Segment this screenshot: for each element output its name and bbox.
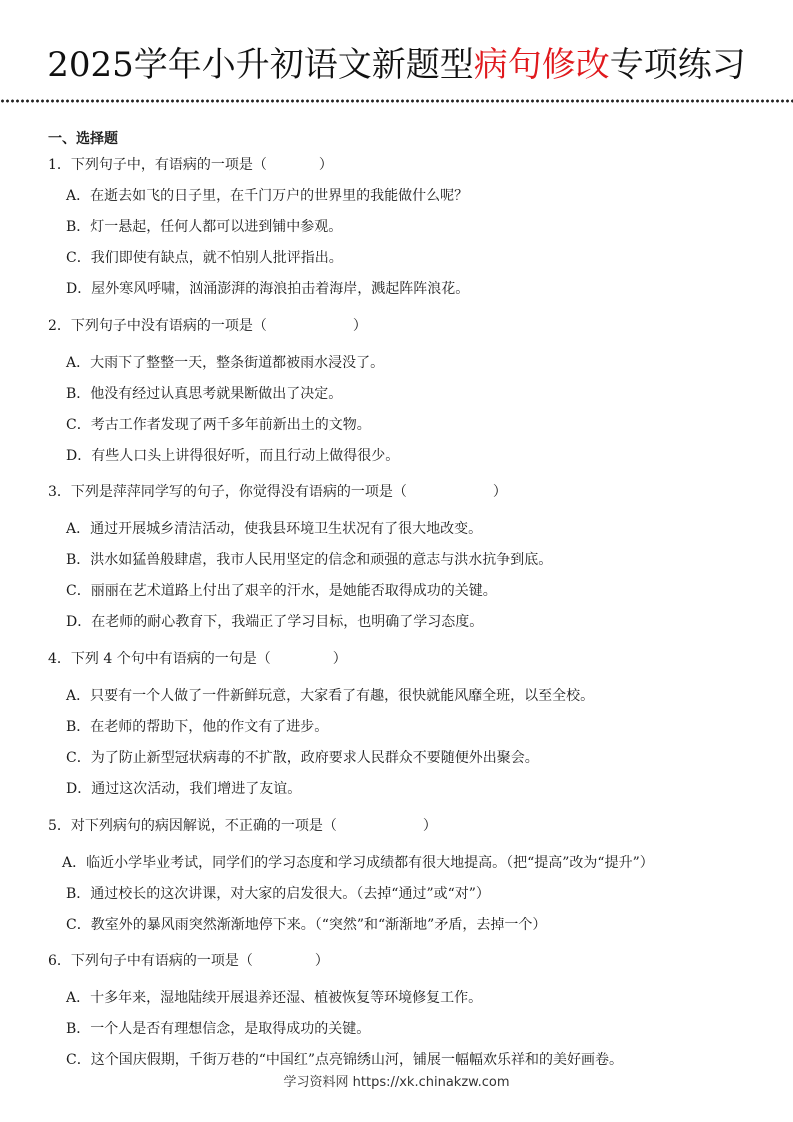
stem-close: ） bbox=[352, 318, 367, 334]
question-4 bbox=[48, 648, 768, 800]
options bbox=[48, 852, 768, 936]
option-b: B．灯一悬起，任何人都可以进到铺中参观。 bbox=[66, 219, 343, 235]
stem-text: 5．对下列病句的病因解说，不正确的一项是（ bbox=[48, 818, 337, 834]
options bbox=[48, 987, 768, 1071]
page-title bbox=[0, 40, 793, 90]
option-a: A．十多年来，湿地陆续开展退养还湿、植被恢复等环境修复工作。 bbox=[66, 990, 483, 1006]
footer-watermark: 学习资料网 https://xk.chinakzw.com bbox=[283, 1075, 510, 1090]
question-5 bbox=[48, 815, 768, 936]
option-c: C．这个国庆假期，千街万巷的“中国红”点亮锦绣山河，铺展一幅幅欢乐祥和的美好画卷。 bbox=[66, 1052, 624, 1068]
stem-close: ） bbox=[492, 484, 507, 500]
option-d: D．屋外寒风呼啸，汹涌澎湃的海浪拍击着海岸，溅起阵阵浪花。 bbox=[66, 281, 470, 297]
title-part2: 专项练习 bbox=[609, 45, 746, 85]
dotted-divider bbox=[0, 99, 793, 103]
section-heading: 一、选择题 bbox=[48, 131, 118, 147]
question-3 bbox=[48, 481, 768, 633]
option-c: C．丽丽在艺术道路上付出了艰辛的汗水，是她能否取得成功的关键。 bbox=[66, 583, 497, 599]
options bbox=[48, 352, 768, 467]
options bbox=[48, 685, 768, 800]
stem-text: 4．下列 4 个句中有语病的一句是（ bbox=[48, 651, 271, 667]
option-a: A．通过开展城乡清洁活动，使我县环境卫生状况有了很大地改变。 bbox=[66, 521, 483, 537]
question-stem bbox=[48, 154, 768, 176]
question-stem bbox=[48, 315, 768, 337]
question-stem bbox=[48, 815, 768, 837]
option-c: C．教室外的暴风雨突然渐渐地停下来。（“突然”和“渐渐地”矛盾，去掉一个） bbox=[66, 917, 547, 933]
option-b: B．通过校长的这次讲课，对大家的启发很大。（去掉“通过”或“对”） bbox=[66, 886, 490, 902]
options bbox=[48, 185, 768, 300]
option-b: B．他没有经过认真思考就果断做出了决定。 bbox=[66, 386, 343, 402]
option-b: B．洪水如猛兽般肆虐，我市人民用坚定的信念和顽强的意志与洪水抗争到底。 bbox=[66, 552, 553, 568]
option-a: A．大雨下了整整一天，整条街道都被雨水浸没了。 bbox=[66, 355, 385, 371]
question-2 bbox=[48, 315, 768, 467]
stem-text: 3．下列是萍萍同学写的句子，你觉得没有语病的一项是（ bbox=[48, 484, 407, 500]
stem-text: 2．下列句子中没有语病的一项是（ bbox=[48, 318, 267, 334]
option-a: A．在逝去如飞的日子里，在千门万户的世界里的我能做什么呢？ bbox=[66, 188, 469, 204]
question-6 bbox=[48, 950, 768, 1071]
title-part1: 2025学年小升初语文新题型 bbox=[47, 45, 474, 85]
question-1 bbox=[48, 154, 768, 300]
stem-close: ） bbox=[422, 818, 437, 834]
option-a: A．临近小学毕业考试，同学们的学习态度和学习成绩都有很大地提高。（把“提高”改为“提升”） bbox=[62, 855, 654, 871]
options bbox=[48, 518, 768, 633]
option-b: B．在老师的帮助下，他的作文有了进步。 bbox=[66, 719, 329, 735]
question-stem bbox=[48, 950, 768, 972]
stem-text: 1．下列句子中，有语病的一项是（ bbox=[48, 157, 267, 173]
option-d: D．在老师的耐心教育下，我端正了学习目标，也明确了学习态度。 bbox=[66, 614, 484, 630]
option-c: C．为了防止新型冠状病毒的不扩散，政府要求人民群众不要随便外出聚会。 bbox=[66, 750, 539, 766]
option-b: B．一个人是否有理想信念，是取得成功的关键。 bbox=[66, 1021, 371, 1037]
stem-close: ） bbox=[314, 953, 329, 969]
option-d: D．有些人口头上讲得很好听，而且行动上做得很少。 bbox=[66, 448, 400, 464]
option-c: C．我们即使有缺点，就不怕别人批评指出。 bbox=[66, 250, 343, 266]
option-a: A．只要有一个人做了一件新鲜玩意，大家看了有趣，很快就能风靡全班，以至全校。 bbox=[66, 688, 595, 704]
question-stem bbox=[48, 648, 768, 670]
title-highlight: 病句修改 bbox=[473, 45, 610, 85]
stem-close: ） bbox=[332, 651, 347, 667]
stem-text: 6．下列句子中有语病的一项是（ bbox=[48, 953, 253, 969]
stem-close: ） bbox=[318, 157, 333, 173]
option-c: C．考古工作者发现了两千多年前新出土的文物。 bbox=[66, 417, 371, 433]
option-d: D．通过这次活动，我们增进了友谊。 bbox=[66, 781, 302, 797]
question-stem bbox=[48, 481, 768, 503]
